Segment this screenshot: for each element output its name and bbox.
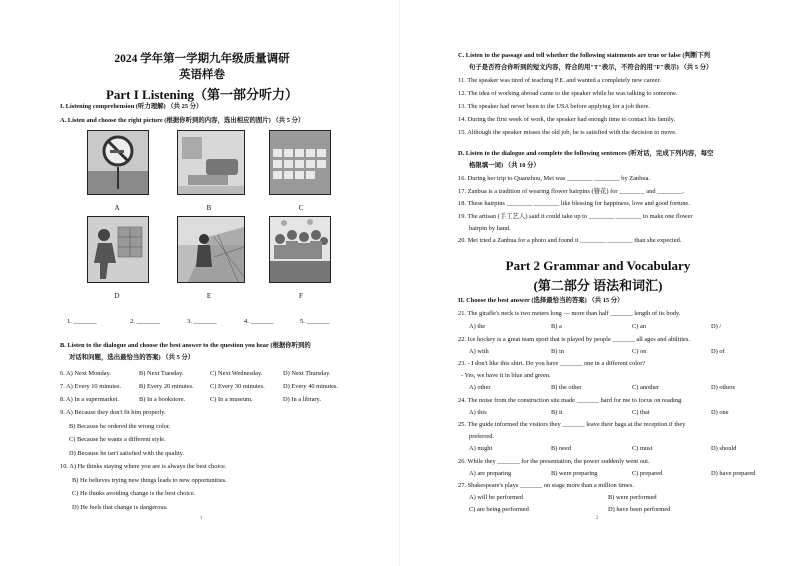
d-item-16: 16. During her trip to Quanzhou, Mei was ________ ________ by Zanbua. (458, 175, 651, 182)
q23-option-d: D) others (711, 384, 735, 391)
d-item-20: 20. Mei tried a Zanbua for a photo and found it ________ ________ than she expected. (458, 237, 682, 244)
c-item-14: 14. During the first week of work, the speaker had enough time to contact his family. (458, 116, 676, 123)
q22-option-b: B) in (551, 348, 564, 355)
c-item-11: 11. The speaker was tired of teaching P.E. and wanted a completely new career. (458, 77, 661, 84)
q21-option-b: B) a (551, 323, 562, 330)
q24-option-b: B) it (551, 409, 563, 416)
exam-title: 2024 学年第一学期九年级质量调研 (114, 53, 290, 65)
q8-option-b: B) In a bookstore. (139, 396, 186, 403)
q27-option-c: C) are being performed (469, 506, 529, 513)
q24-stem: 24. The noise from the construction site made _______ hard for me to focus on reading. (458, 397, 683, 404)
part1-title: Part I Listening（第一部分听力） (105, 87, 299, 102)
section-b-heading: B. Listen to the dialogue and choose the best answer to the question you hear (根据你听到的 (60, 342, 311, 349)
q6-option-c: C) Next Wednesday. (210, 370, 263, 377)
d-item-18: 18. These hairpins ________ ________ like blessing for happiness, love and good fortune. (458, 200, 690, 207)
picture-label-f: F (299, 292, 303, 300)
c-item-15: 15. Although the speaker misses the old job, he is satisfied with the decision to move. (458, 129, 677, 136)
q27-option-b: B) were performed (608, 494, 657, 501)
part2-title: Part 2 Grammar and Vocabulary (505, 258, 691, 273)
q26-option-b: B) were preparing (551, 470, 598, 477)
q25-option-d: D) should (711, 445, 737, 452)
q23-stem: 23. - I don't like this shirt. Do you have _______ one in a different color? (458, 360, 646, 367)
section-b-heading-cont: 对话和问题，选出最恰当的答案) （共 5 分） (69, 354, 195, 361)
q21-stem: 21. The giraffe's neck is two meters long — more than half _______ length of its body. (458, 310, 681, 317)
page-number-right: 2 (596, 516, 599, 521)
q26-option-c: C) prepared (632, 470, 663, 477)
q25-stem-cont: preferred. (469, 433, 495, 440)
q27-stem: 27. Shakespeare's plays _______ on stage more than a million times. (458, 482, 634, 489)
c-item-12: 12. The idea of working abroad came to the speaker while he was talking to someone. (458, 90, 678, 97)
q24-option-a: A) this (469, 409, 487, 416)
page-right (408, 0, 788, 566)
picture-label-b: B (206, 204, 212, 212)
part2-subtitle: (第二部分 语法和词汇) (533, 278, 663, 293)
q6-option-d: D) Next Thursday. (283, 370, 331, 377)
picture-label-a: A (114, 204, 120, 212)
answer-blank-4[interactable]: 4. _______ (244, 318, 274, 325)
picture-e-fisherman-with-net (177, 216, 245, 283)
q21-option-c: C) an (632, 323, 647, 330)
picture-label-e: E (206, 292, 212, 300)
q22-stem: 22. Ice hockey is a great team sport that is played by people _______ all ages and abilities. (458, 336, 690, 343)
q22-option-d: D) of (711, 348, 725, 355)
q25-option-b: B) need (551, 445, 572, 452)
answer-blank-1[interactable]: 1. _______ (67, 318, 97, 325)
section-c-heading-cont: 句子是否符合你听到的短文内容，符合的用"T"表示，不符合的用"F"表示) （共 5 分） (469, 64, 713, 71)
q6-option-b: B) Next Tuesday. (139, 370, 184, 377)
d-item-19-cont: hairpin by hand. (469, 225, 511, 232)
q8-option-d: D) In a library. (283, 396, 321, 403)
q23-option-b: B) the other (551, 384, 582, 391)
q7-option-b: B) Every 20 minutes. (139, 383, 194, 390)
q10-option-a: 10. A) He thinks staying where you are is always the best choice. (60, 463, 227, 470)
picture-c-keyboard (269, 130, 331, 195)
q26-option-d: D) have prepared (711, 470, 756, 477)
q10-option-c: C) He thinks avoiding change is the best choice. (72, 490, 196, 497)
q23-option-a: A) other (469, 384, 491, 391)
answer-blank-3[interactable]: 3. _______ (187, 318, 217, 325)
q25-stem: 25. The guide informed the visitors they _______ leave their bags at the reception if they (458, 421, 686, 428)
q8-option-c: C) In a museum. (210, 396, 253, 403)
section-d-heading: D. Listen to the dialogue and complete the following sentences (听对话，完成下列内容，每空 (458, 150, 714, 157)
q24-option-d: D) one (711, 409, 729, 416)
q21-option-d: D) / (711, 323, 722, 330)
section-i-heading: I. Listening comprehension (听力理解) （共 25 分） (60, 103, 203, 110)
q7-option-d: D) Every 40 minutes. (283, 383, 339, 390)
page-number-left: 1 (200, 516, 203, 521)
section-ii-heading: II. Choose the best answer (选择最恰当的答案) （共 15 分） (458, 297, 624, 304)
c-item-13: 13. The speaker had never been to the USA before applying for a job there. (458, 103, 650, 110)
picture-a-no-smoking-sign (87, 130, 149, 195)
d-item-17: 17. Zanbua is a tradition of wearing flower hairpins (簪花) for ________ and ________. (458, 188, 685, 195)
q10-option-b: B) He believes trying new things leads to new opportunities. (72, 477, 227, 484)
picture-b-living-room (177, 130, 245, 195)
picture-label-d: D (114, 292, 120, 300)
q8-option-a: 8. A) In a supermarket. (60, 396, 119, 403)
q24-option-c: C) that (632, 409, 650, 416)
picture-d-man-with-boxes (87, 216, 149, 283)
q9-option-b: B) Because he ordered the wrong color. (69, 423, 171, 430)
q7-option-a: 7. A) Every 10 minutes. (60, 383, 122, 390)
q26-option-a: A) are preparing (469, 470, 512, 477)
q23-reply: - Yes, we have it in blue and green. (461, 372, 551, 379)
section-a-heading: A. Listen and choose the right picture (根据你听到的内容，选出相应的图片) （共 5 分） (60, 117, 305, 124)
q22-option-c: C) on (632, 348, 647, 355)
answer-blank-5[interactable]: 5. _______ (300, 318, 330, 325)
answer-blank-2[interactable]: 2. _______ (130, 318, 160, 325)
q6-option-a: 6. A) Next Monday. (60, 370, 111, 377)
page-divider (399, 0, 400, 566)
page-left (12, 0, 392, 566)
d-item-19: 19. The artisan (手工艺人) said it could take up to ________ ________ to make one flower (458, 213, 693, 220)
q26-stem: 26. While they _______ for the presentation, the power suddenly went out. (458, 458, 650, 465)
exam-subtitle: 英语样卷 (179, 69, 225, 81)
q25-option-a: A) might (469, 445, 493, 452)
q10-option-d: D) He feels that change is dangerous. (72, 504, 168, 511)
q23-option-c: C) another (632, 384, 660, 391)
q9-option-c: C) Because he wants a different style. (69, 436, 166, 443)
q27-option-a: A) will be performed (469, 494, 524, 501)
picture-label-c: C (298, 204, 304, 212)
q25-option-c: C) must (632, 445, 653, 452)
section-c-heading: C. Listen to the passage and tell whether the following statements are true or false (判断下列 (458, 52, 711, 59)
q21-option-a: A) the (469, 323, 486, 330)
q9-option-a: 9. A) Because they don't fit him properly. (60, 409, 166, 416)
picture-f-party-crowd (269, 216, 331, 283)
q22-option-a: A) with (469, 348, 489, 355)
q27-option-d: D) have been performed (608, 506, 671, 513)
section-d-heading-cont: 格限填一词) （共 10 分） (469, 162, 540, 169)
q7-option-c: C) Every 30 minutes. (210, 383, 265, 390)
q9-option-d: D) Because he isn't satisfied with the quality. (69, 450, 185, 457)
